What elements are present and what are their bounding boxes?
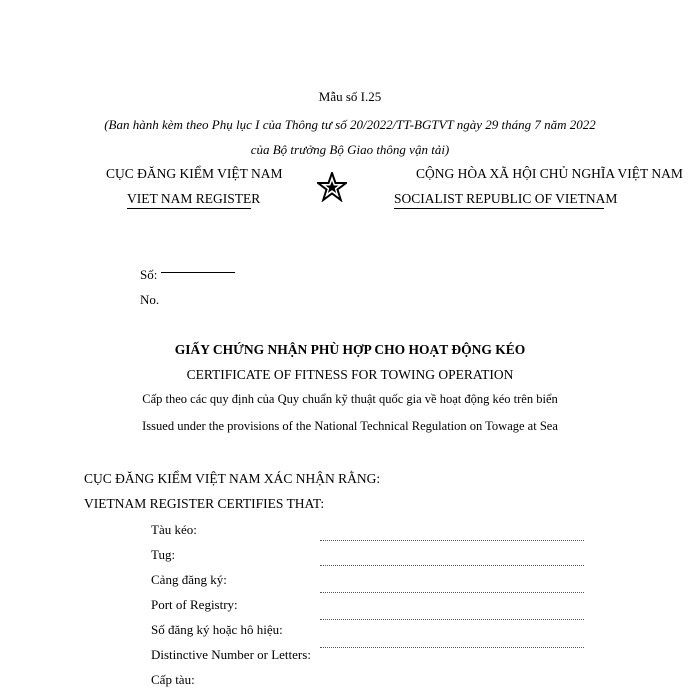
subtitle-vn: Cấp theo các quy định của Quy chuẩn kỹ thuật quốc gia về hoạt động kéo trên biển — [142, 392, 558, 406]
field-label-tug-en: Tug: — [151, 547, 176, 562]
title-en: CERTIFICATE OF FITNESS FOR TOWING OPERATION — [186, 367, 514, 382]
issued-note-line2: của Bộ trưởng Bộ Giao thông vận tải) — [250, 142, 450, 157]
certifies-en: VIETNAM REGISTER CERTIFIES THAT: — [84, 496, 325, 511]
number-line — [161, 272, 235, 273]
org-underline — [127, 208, 251, 209]
org-name-en: VIET NAM REGISTER — [127, 191, 261, 206]
tug-fill-line[interactable] — [320, 540, 584, 541]
field-label-number-en: Distinctive Number or Letters: — [151, 647, 311, 662]
star-icon — [317, 172, 347, 202]
subtitle-en: Issued under the provisions of the National Technical Regulation on Towage at Sea — [142, 419, 558, 433]
field-label-tug-vn: Tàu kéo: — [151, 522, 197, 537]
field-label-port-vn: Cảng đăng ký: — [151, 572, 227, 587]
port-fill-line-2[interactable] — [320, 619, 584, 620]
republic-name-en: SOCIALIST REPUBLIC OF VIETNAM — [394, 191, 618, 206]
number-fill-line[interactable] — [320, 647, 584, 648]
org-name-vn: CỤC ĐĂNG KIỂM VIỆT NAM — [106, 166, 283, 181]
certifies-vn: CỤC ĐĂNG KIỂM VIỆT NAM XÁC NHẬN RẰNG: — [84, 471, 381, 486]
tug-fill-line-2[interactable] — [320, 565, 584, 566]
issued-note-line1: (Ban hành kèm theo Phụ lục I của Thông tư số 20/2022/TT-BGTVT ngày 29 tháng 7 năm 2022 — [104, 117, 596, 132]
number-label-en: No. — [140, 292, 160, 307]
number-label-vn: Số: — [140, 267, 158, 282]
field-label-class-vn: Cấp tàu: — [151, 672, 195, 687]
port-fill-line[interactable] — [320, 592, 584, 593]
field-label-number-vn: Số đăng ký hoặc hô hiệu: — [151, 622, 283, 637]
title-vn: GIẤY CHỨNG NHẬN PHÙ HỢP CHO HOẠT ĐỘNG KÉO — [174, 342, 526, 357]
republic-name-vn: CỘNG HÒA XÃ HỘI CHỦ NGHĨA VIỆT NAM — [416, 166, 683, 181]
field-label-port-en: Port of Registry: — [151, 597, 238, 612]
republic-underline — [394, 208, 604, 209]
form-code: Mẫu số I.25 — [318, 89, 382, 104]
